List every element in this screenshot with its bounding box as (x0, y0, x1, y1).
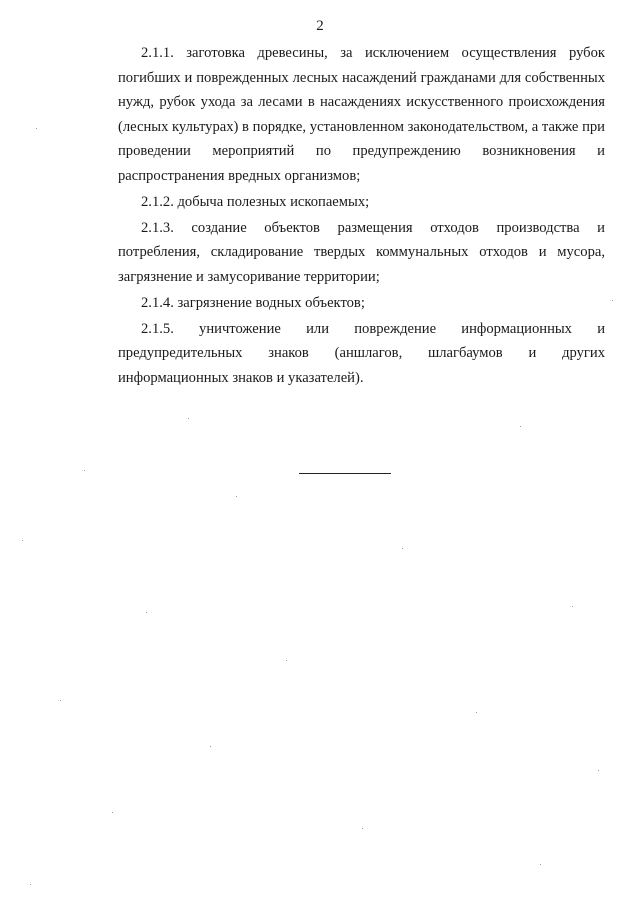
clause-2-1-1: 2.1.1. заготовка древесины, за исключением осуществления рубок погибших и поврежденных лесных насаждений гражданами для собственных нужд, рубок ухода за лесами в насаждениях искусственного происхождения (лесных культурах) в порядке, установленном законодательством, а также при проведении мероприятий по предупреждению возникновения и распространения вредных организмов; (118, 45, 605, 184)
scan-speck (188, 418, 189, 419)
scan-speck (30, 884, 31, 885)
scan-speck (572, 606, 573, 607)
scan-speck (402, 548, 403, 549)
scan-speck (84, 470, 85, 471)
scan-speck (476, 712, 477, 713)
scan-speck (146, 612, 147, 613)
clause-2-1-3: 2.1.3. создание объектов размещения отходов производства и потребления, складирование твердых коммунальных отходов и мусора, загрязнение и замусоривание территории; (118, 219, 605, 285)
scan-speck (362, 828, 363, 829)
scan-speck (612, 300, 613, 301)
scan-speck (210, 746, 211, 747)
clause-2-1-2: 2.1.2. добыча полезных ископаемых; (141, 193, 370, 210)
scan-speck (22, 540, 23, 541)
scan-speck (60, 700, 61, 701)
scan-speck (540, 864, 541, 865)
scan-speck (36, 128, 37, 129)
scan-speck (112, 812, 113, 813)
scan-speck (598, 770, 599, 771)
scan-speck (286, 660, 287, 661)
clause-2-1-4: 2.1.4. загрязнение водных объектов; (141, 294, 365, 311)
end-separator-line (299, 473, 391, 474)
clause-2-1-5: 2.1.5. уничтожение или повреждение информационных и предупредительных знаков (аншлагов, шлагбаумов и других информационных знаков и указателей). (118, 320, 605, 386)
scan-speck (520, 426, 521, 427)
clause-list (118, 41, 605, 390)
scan-speck (236, 496, 237, 497)
page-number: 2 (316, 18, 324, 34)
